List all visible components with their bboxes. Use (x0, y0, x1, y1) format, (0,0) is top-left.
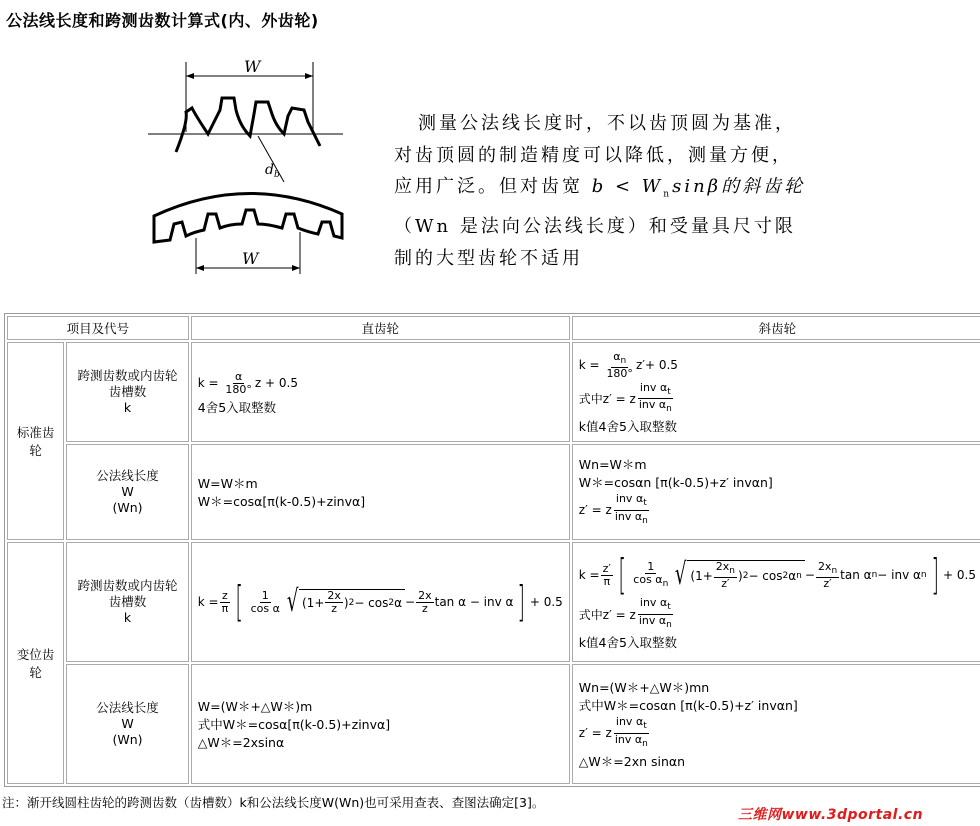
std-helical-k: k = $\frac{\alpha_n}{180^\circ}$ z′+ 0.5 式中z′ = z $\frac{inv \alpha_t}{inv \alpha_n}$ k值4舍5入取整数 (572, 342, 980, 442)
db-label: d (265, 162, 274, 178)
table-row (7, 664, 980, 784)
w-bottom-label: W (242, 249, 259, 268)
header-item: 项目及代号 (7, 316, 189, 340)
header-helical: 斜齿轮 (572, 316, 980, 340)
svg-text:b: b (274, 170, 280, 180)
table-row (7, 444, 980, 540)
intro-line-4: （Wn 是法向公法线长度）和受量具尺寸限 (394, 216, 796, 238)
group-modified: 变位齿轮 (7, 542, 64, 784)
watermark: 三维网www.3dportal.cn (738, 807, 924, 823)
std-straight-k: k = $\frac{\alpha}{180^\circ}$ z + 0.5 4舍5入取整数 (191, 342, 570, 442)
w-top-label: W (244, 57, 261, 76)
var-straight-k: k = $\frac{z}{\pi}$ [ $\frac{1}{\text{cos α}}$ √ (1+ $\frac{2x}{z}$ ) 2 − cos 2 α − $\frac{2x}{z}$ tan α − inv α ] + 0.5 (191, 542, 570, 662)
table-row (7, 542, 980, 662)
std-helical-w: Wn=W＊m W＊=cosαn [π(k-0.5)+z′ invαn] z′ = z $\frac{inv \alpha_t}{inv \alpha_n}$ (572, 444, 980, 540)
var-straight-w: W=(W＊+△W＊)m 式中W＊=cosα[π(k-0.5)+zinvα] △W＊=2xsinα (191, 664, 570, 784)
page-title: 公法线长度和跨测齿数计算式(内、外齿轮) (6, 11, 319, 30)
intro-paragraph (394, 108, 814, 274)
var-helical-w: Wn=(W＊+△W＊)mn 式中W＊=cosαn [π(k-0.5)+z′ invαn] z′ = z $\frac{inv \alpha_t}{inv \alpha_n}$ △W＊=2xn sinαn (572, 664, 980, 784)
var-helical-k: k = $\frac{z'}{\pi}$ [ $\frac{1}{\cos \alpha_n}$ √ (1+ $\frac{2x_n}{z'}$ ) 2 − cos 2 α n − $\frac{2x_n}{z'}$ tan α n − inv α n ] + 0.5 式中z′ = z $\frac{inv \alpha_t}{inv \alpha_n}$ k值4舍5入取整数 (572, 542, 980, 662)
table-row (7, 342, 980, 442)
intro-line-2: 对齿顶圆的制造精度可以降低，测量方便， (394, 144, 793, 166)
header-straight: 直齿轮 (191, 316, 570, 340)
gear-diagram (148, 52, 358, 284)
formula-table (4, 313, 980, 787)
item-w-standard: 公法线长度 W (Wn) (66, 444, 189, 540)
item-k-modified: 跨测齿数或内齿轮齿槽数 k (66, 542, 189, 662)
intro-line-5: 制的大型齿轮不适用 (394, 247, 583, 269)
group-standard: 标准齿轮 (7, 342, 64, 540)
std-straight-w: W=W＊m W＊=cosα[π(k-0.5)+zinvα] (191, 444, 570, 540)
item-k-standard: 跨测齿数或内齿轮齿槽数 k (66, 342, 189, 442)
footnote: 注：渐开线圆柱齿轮的跨测齿数（齿槽数）k和公法线长度W(Wn)也可采用查表、查图法确定[3]。 (2, 795, 545, 810)
intro-line-3: 应用广泛。但对齿宽 $b < W_n\sin\beta$的斜齿轮 (394, 176, 806, 200)
intro-line-1: 测量公法线长度时，不以齿顶圆为基准， (418, 113, 796, 134)
table-header-row (7, 316, 980, 340)
item-w-modified: 公法线长度 W (Wn) (66, 664, 189, 784)
